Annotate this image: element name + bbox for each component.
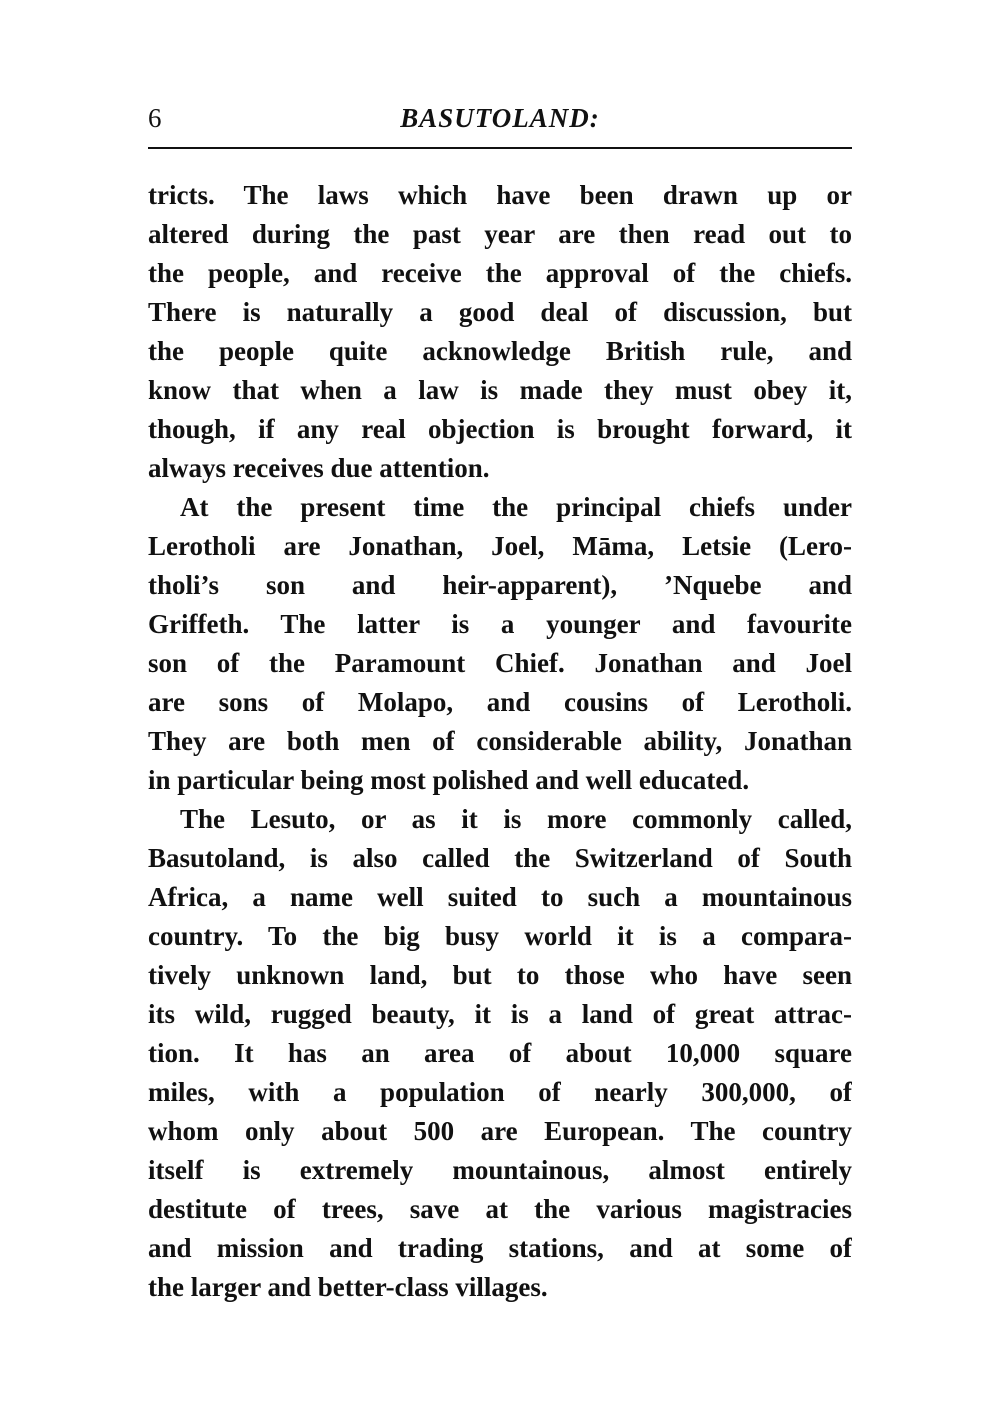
text-line: Lerotholi are Jonathan, Joel, Māma, Letsie (Lero- [148,531,852,561]
running-head: BASUTOLAND: [400,103,600,133]
paragraph [148,800,852,1307]
page-header [148,100,852,146]
paragraph [148,176,852,488]
header-rule [148,147,852,149]
text-line: itself is extremely mountainous, almost entirely [148,1155,852,1185]
text-line: Griffeth. The latter is a younger and favourite [148,609,852,639]
text-line: There is naturally a good deal of discussion, but [148,297,852,327]
text-line: destitute of trees, save at the various magistracies [148,1194,852,1224]
paragraph [148,488,852,800]
text-line: the people quite acknowledge British rule, and [148,336,852,366]
text-line: Basutoland, is also called the Switzerland of South [148,843,852,873]
text-line: the larger and better-class villages. [148,1272,548,1302]
text-line: know that when a law is made they must obey it, [148,375,852,405]
text-line: whom only about 500 are European. The country [148,1116,852,1146]
text-line: Africa, a name well suited to such a mountainous [148,882,852,912]
text-line: always receives due attention. [148,453,490,483]
page-number: 6 [148,103,162,133]
text-line: tholi’s son and heir-apparent), ’Nquebe and [148,570,852,600]
text-line: altered during the past year are then read out to [148,219,852,249]
text-line: They are both men of considerable ability, Jonathan [148,726,852,756]
text-line: tion. It has an area of about 10,000 square [148,1038,852,1068]
text-line: miles, with a population of nearly 300,000, of [148,1077,852,1107]
text-line: country. To the big busy world it is a compara- [148,921,852,951]
text-line: tricts. The laws which have been drawn up or [148,180,852,210]
text-line: tively unknown land, but to those who have seen [148,960,852,990]
text-line: son of the Paramount Chief. Jonathan and Joel [148,648,852,678]
text-line: and mission and trading stations, and at some of [148,1233,852,1263]
text-line: the people, and receive the approval of the chiefs. [148,258,852,288]
body-text [148,176,852,1307]
text-line: At the present time the principal chiefs under [180,492,852,522]
text-line: are sons of Molapo, and cousins of Lerotholi. [148,687,852,717]
text-line: though, if any real objection is brought forward, it [148,414,852,444]
text-line: its wild, rugged beauty, it is a land of great attrac- [148,999,852,1029]
text-line: in particular being most polished and well educated. [148,765,750,795]
text-line: The Lesuto, or as it is more commonly called, [180,804,852,834]
